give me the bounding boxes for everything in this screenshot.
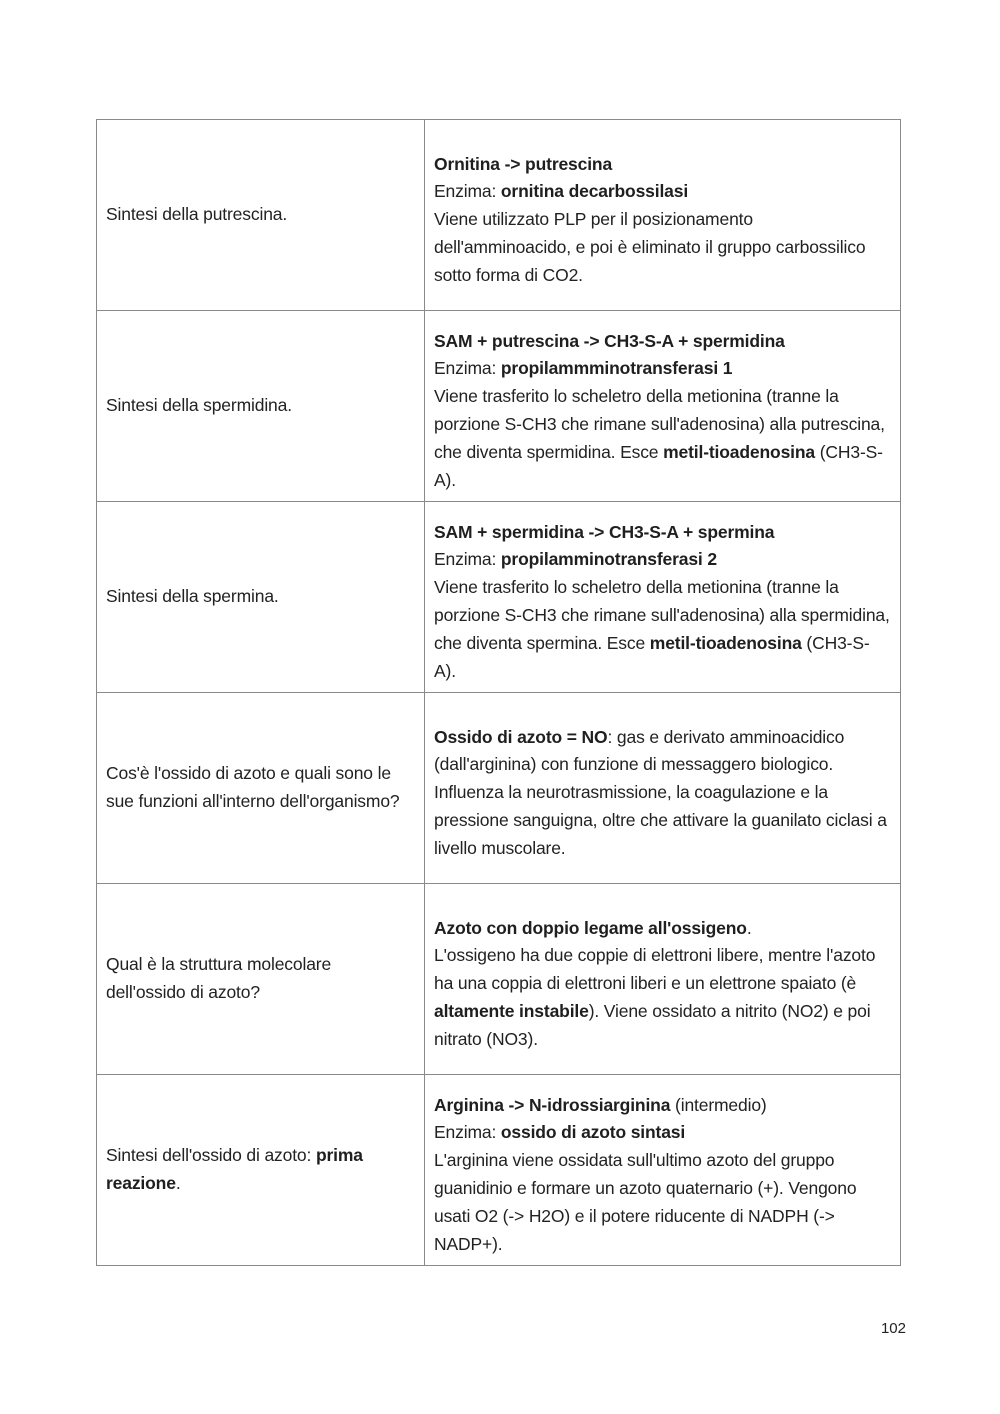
answer-text: Enzima:: [434, 181, 501, 202]
question-text: Sintesi della putrescina.: [106, 204, 288, 225]
flashcard-row: [97, 1075, 901, 1266]
answer-paragraph: [434, 942, 891, 1053]
answer-bold-text: Ossido di azoto = NO: [434, 726, 608, 747]
answer-paragraph: [434, 519, 891, 547]
answer-bold-text: Azoto con doppio legame all'ossigeno: [434, 917, 747, 938]
answer-paragraph: [434, 724, 891, 863]
question-text: Sintesi dell'ossido di azoto:: [106, 1145, 316, 1166]
answer-text: : gas e derivato amminoacidico (dall'arginina) con funzione di messaggero biologico. Influenza la neurotrasmissione, la coagulazione e la pressione sanguigna, oltre che attivare la guanilato ciclasi a livello muscolare.: [434, 726, 887, 858]
answer-paragraph: [434, 355, 891, 383]
answer-bold-text: propilamminotransferasi 2: [500, 549, 717, 570]
answer-bold-text: altamente instabile: [434, 1000, 589, 1021]
question-cell: [97, 502, 425, 693]
answer-text: (intermedio): [670, 1094, 767, 1115]
answer-text: Viene trasferito lo scheletro della metionina (tranne la porzione S-CH3 che rimane sull'adenosina) alla putrescina, che diventa spermidina. Esce: [434, 386, 885, 462]
question-text: Qual è la struttura molecolare dell'ossido di azoto?: [106, 954, 332, 1002]
answer-cell: [425, 693, 901, 884]
question-cell: [97, 1075, 425, 1266]
answer-bold-text: SAM + putrescina -> CH3-S-A + spermidina: [434, 330, 785, 351]
question-cell: [97, 120, 425, 311]
answer-cell: [425, 311, 901, 502]
answer-text: L'ossigeno ha due coppie di elettroni libere, mentre l'azoto ha una coppia di elettroni liberi e un elettrone spaiato (è: [434, 945, 876, 994]
answer-text: Enzima:: [434, 358, 501, 379]
flashcard-table-body: [97, 120, 901, 1266]
answer-bold-text: SAM + spermidina -> CH3-S-A + spermina: [434, 521, 775, 542]
flashcard-row: [97, 311, 901, 502]
question-text: .: [175, 1173, 181, 1193]
answer-text: Enzima:: [434, 549, 501, 570]
question-cell: [97, 311, 425, 502]
answer-paragraph: [434, 328, 891, 356]
flashcard-row: [97, 120, 901, 311]
question-text: Sintesi della spermidina.: [106, 395, 292, 416]
answer-text: Enzima:: [434, 1122, 501, 1143]
flashcard-table: [96, 119, 901, 1266]
answer-cell: [425, 120, 901, 311]
answer-cell: [425, 1075, 901, 1266]
flashcard-row: [97, 693, 901, 884]
answer-text: .: [746, 917, 752, 938]
answer-text: Viene utilizzato PLP per il posizionamento dell'amminoacido, e poi è eliminato il gruppo carbossilico sotto forma di CO2.: [434, 209, 866, 285]
answer-cell: [425, 502, 901, 693]
question-text: Sintesi della spermina.: [106, 586, 279, 607]
answer-bold-text: ornitina decarbossilasi: [500, 181, 689, 202]
question-cell: [97, 884, 425, 1075]
answer-bold-text: metil-tioadenosina: [663, 441, 816, 462]
answer-text: (CH3-S-A).: [434, 632, 870, 681]
question-bold-text: prima reazione: [106, 1145, 363, 1193]
answer-cell: [425, 884, 901, 1075]
answer-paragraph: [434, 206, 891, 289]
page-number: 102: [880, 1320, 906, 1337]
answer-bold-text: Ornitina -> putrescina: [434, 153, 613, 174]
flashcard-row: [97, 884, 901, 1075]
answer-paragraph: [434, 1092, 891, 1120]
answer-paragraph: [434, 178, 891, 206]
answer-paragraph: [434, 151, 891, 179]
answer-paragraph: [434, 915, 891, 943]
answer-bold-text: metil-tioadenosina: [649, 632, 802, 653]
flashcard-row: [97, 502, 901, 693]
question-text: Cos'è l'ossido di azoto e quali sono le sue funzioni all'interno dell'organismo?: [106, 763, 400, 811]
answer-paragraph: [434, 1119, 891, 1147]
answer-text: (CH3-S-A).: [434, 441, 883, 490]
answer-paragraph: [434, 1147, 891, 1258]
question-cell: [97, 693, 425, 884]
answer-bold-text: propilammminotransferasi 1: [500, 358, 733, 379]
answer-paragraph: [434, 546, 891, 574]
answer-text: ). Viene ossidato a nitrito (NO2) e poi nitrato (NO3).: [434, 1000, 871, 1049]
answer-text: Viene trasferito lo scheletro della metionina (tranne la porzione S-CH3 che rimane sull'adenosina) alla spermidina, che diventa spermina. Esce: [434, 577, 890, 653]
answer-paragraph: [434, 383, 891, 494]
answer-text: L'arginina viene ossidata sull'ultimo azoto del gruppo guanidinio e formare un azoto quaternario (+). Vengono usati O2 (-> H2O) e il potere riducente di NADPH (-> NADP+).: [434, 1150, 857, 1254]
answer-paragraph: [434, 574, 891, 685]
answer-bold-text: ossido di azoto sintasi: [500, 1122, 686, 1143]
answer-bold-text: Arginina -> N-idrossiarginina: [434, 1094, 671, 1115]
